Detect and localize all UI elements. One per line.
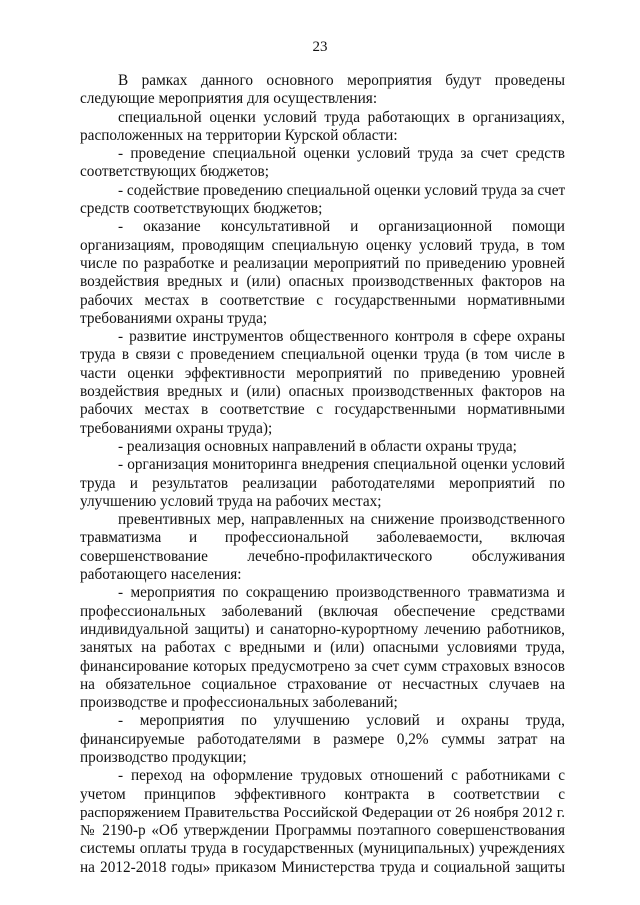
text-line: работающего населения: bbox=[80, 566, 242, 584]
text-line: занятых на работах с вредными и (или) опасными условиями труда, bbox=[80, 639, 565, 657]
body-text bbox=[80, 72, 565, 877]
text-line: финансирование которых предусмотрено за счет сумм страховых взносов bbox=[80, 657, 565, 675]
text-line: числе по разработке и реализации мероприятий по приведению уровней bbox=[80, 254, 565, 272]
text-line: системы оплаты труда в государственных (муниципальных) учреждениях bbox=[80, 840, 565, 858]
text-line: № 2190-р «Об утверждении Программы поэтапного совершенствования bbox=[80, 822, 565, 840]
text-line: части оценки эффективности мероприятий по приведению уровней bbox=[80, 364, 565, 382]
text-line: - проведение специальной оценки условий труда за счет средств bbox=[118, 145, 565, 163]
text-line: труда в связи с проведением специальной оценки труда (в том числе в bbox=[80, 346, 565, 364]
text-line: воздействия вредных и (или) опасных производственных факторов на bbox=[80, 273, 565, 291]
text-line: на обязательное социальное страхование от несчастных случаев на bbox=[80, 675, 565, 693]
text-line: на 2012-2018 годы» приказом Министерства труда и социальной защиты bbox=[80, 858, 565, 876]
text-line: рабочих местах в соответствие с государственными нормативными bbox=[80, 401, 565, 419]
text-line: средств соответствующих бюджетов; bbox=[80, 200, 323, 218]
text-line: - содействие проведению специальной оценки условий труда за счет bbox=[118, 181, 566, 199]
text-line: травматизма и профессиональной заболеваемости, включая bbox=[80, 529, 565, 547]
text-line: улучшению условий труда на рабочих местах; bbox=[80, 492, 382, 510]
text-line: следующие мероприятия для осуществления: bbox=[80, 90, 378, 108]
text-line: - мероприятия по сокращению производственного травматизма и bbox=[118, 584, 565, 602]
text-line: соответствующих бюджетов; bbox=[80, 163, 270, 181]
text-line: труда и результатов реализации работодателями мероприятий по bbox=[80, 474, 565, 492]
text-line: - переход на оформление трудовых отношений с работниками с bbox=[118, 767, 565, 785]
text-line: - организация мониторинга внедрения специальной оценки условий bbox=[118, 456, 565, 474]
text-line: учетом принципов эффективного контракта в соответствии с bbox=[80, 785, 565, 803]
text-line: распоряжением Правительства Российской Федерации от 26 ноября 2012 г. bbox=[80, 804, 565, 821]
text-line: воздействия вредных и (или) опасных производственных факторов на bbox=[80, 383, 565, 401]
text-line: - мероприятия по улучшению условий и охраны труда, bbox=[118, 712, 565, 730]
text-line: превентивных мер, направленных на снижение производственного bbox=[118, 511, 565, 529]
text-line: финансируемые работодателями в размере 0,2% суммы затрат на bbox=[80, 730, 565, 748]
text-line: организациям, проводящим специальную оценку условий труда, в том bbox=[80, 236, 565, 254]
text-line: расположенных на территории Курской области: bbox=[80, 126, 398, 144]
text-line: - развитие инструментов общественного контроля в сфере охраны bbox=[118, 328, 565, 346]
text-line: рабочих местах в соответствие с государственными нормативными bbox=[80, 291, 565, 309]
text-line: требованиями охраны труда; bbox=[80, 309, 268, 327]
text-line: совершенствование лечебно-профилактического обслуживания bbox=[80, 547, 565, 565]
text-line: производство продукции; bbox=[80, 748, 247, 766]
text-line: требованиями охраны труда); bbox=[80, 419, 273, 437]
text-line: - реализация основных направлений в области охраны труда; bbox=[118, 437, 517, 455]
page-number: 23 bbox=[312, 39, 328, 55]
text-line: профессиональных заболеваний (включая обеспечение средствами bbox=[80, 602, 565, 620]
text-line: В рамках данного основного мероприятия будут проведены bbox=[118, 72, 565, 89]
text-line: - оказание консультативной и организационной помощи bbox=[118, 218, 565, 236]
text-line: специальной оценки условий труда работающих в организациях, bbox=[118, 108, 565, 126]
text-line: индивидуальной защиты) и санаторно-курортному лечению работников, bbox=[80, 620, 565, 638]
text-line: производстве и профессиональных заболеваний; bbox=[80, 694, 398, 712]
